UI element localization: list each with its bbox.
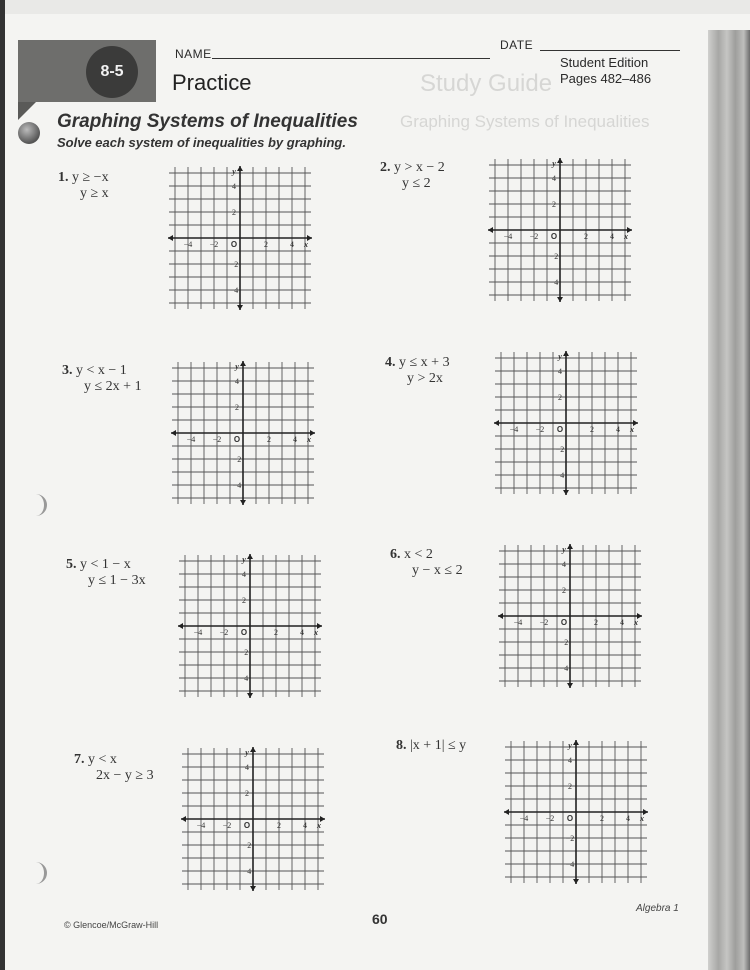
inequality-2: y − x ≤ 2 bbox=[412, 563, 463, 578]
svg-text:4: 4 bbox=[558, 367, 562, 376]
svg-text:4: 4 bbox=[616, 425, 620, 434]
svg-text:x: x bbox=[317, 821, 321, 830]
svg-text:−4: −4 bbox=[183, 240, 193, 249]
lesson-badge: 8-5 bbox=[86, 46, 138, 98]
svg-text:−4: −4 bbox=[229, 286, 239, 295]
inequality-1: y < x − 1 bbox=[76, 363, 127, 378]
svg-text:y: y bbox=[552, 159, 556, 168]
name-label: NAME bbox=[175, 47, 212, 61]
svg-text:x: x bbox=[634, 618, 638, 627]
svg-text:4: 4 bbox=[300, 628, 304, 637]
svg-text:y: y bbox=[568, 741, 572, 750]
svg-text:−2: −2 bbox=[555, 445, 565, 454]
svg-text:−2: −2 bbox=[222, 821, 232, 830]
svg-text:2: 2 bbox=[242, 596, 246, 605]
svg-text:4: 4 bbox=[245, 763, 249, 772]
svg-text:−2: −2 bbox=[219, 628, 229, 637]
svg-text:4: 4 bbox=[293, 435, 297, 444]
problem-3: 3. y < x − 1 y ≤ 2x + 1 bbox=[62, 363, 142, 394]
inequality-1: y ≤ x + 3 bbox=[399, 355, 450, 370]
svg-text:x: x bbox=[624, 232, 628, 241]
svg-text:4: 4 bbox=[303, 821, 307, 830]
svg-text:−2: −2 bbox=[539, 618, 549, 627]
svg-text:2: 2 bbox=[562, 586, 566, 595]
svg-text:4: 4 bbox=[610, 232, 614, 241]
coordinate-grid-3[interactable] bbox=[170, 360, 316, 506]
svg-text:2: 2 bbox=[277, 821, 281, 830]
coordinate-grid-8[interactable] bbox=[503, 739, 649, 885]
svg-text:y: y bbox=[245, 748, 249, 757]
coordinate-grid-6[interactable] bbox=[497, 543, 643, 689]
inequality-2: y ≤ 1 − 3x bbox=[88, 573, 146, 588]
svg-text:4: 4 bbox=[568, 756, 572, 765]
svg-text:y: y bbox=[235, 362, 239, 371]
svg-text:x: x bbox=[640, 814, 644, 823]
svg-text:O: O bbox=[240, 628, 248, 637]
scan-left-edge bbox=[0, 0, 5, 970]
svg-text:x: x bbox=[630, 425, 634, 434]
problem-7: 7. y < x 2x − y ≥ 3 bbox=[74, 752, 154, 783]
svg-text:2: 2 bbox=[232, 208, 236, 217]
date-field[interactable] bbox=[540, 50, 680, 51]
coordinate-grid-7[interactable] bbox=[180, 746, 326, 892]
svg-text:−2: −2 bbox=[232, 455, 242, 464]
svg-text:4: 4 bbox=[626, 814, 630, 823]
svg-text:2: 2 bbox=[274, 628, 278, 637]
inequality-1: y > x − 2 bbox=[394, 160, 445, 175]
svg-text:−2: −2 bbox=[242, 841, 252, 850]
coordinate-grid-1[interactable] bbox=[167, 165, 313, 311]
globe-icon bbox=[18, 122, 40, 144]
svg-text:O: O bbox=[243, 821, 251, 830]
svg-text:−2: −2 bbox=[239, 648, 249, 657]
hole-punch-mark bbox=[34, 862, 47, 884]
svg-text:O: O bbox=[233, 435, 241, 444]
inequality-1: y < x bbox=[88, 752, 117, 767]
problem-6: 6. x < 2 y − x ≤ 2 bbox=[390, 547, 463, 578]
svg-text:−4: −4 bbox=[559, 664, 569, 673]
svg-text:−4: −4 bbox=[549, 278, 559, 287]
problem-1: 1. y ≥ −x y ≥ x bbox=[58, 170, 109, 201]
bleed-through-subtitle: Graphing Systems of Inequalities bbox=[400, 112, 650, 131]
svg-text:−2: −2 bbox=[549, 252, 559, 261]
svg-text:−2: −2 bbox=[212, 435, 222, 444]
svg-text:2: 2 bbox=[264, 240, 268, 249]
svg-text:−4: −4 bbox=[232, 481, 242, 490]
svg-text:x: x bbox=[304, 240, 308, 249]
svg-text:4: 4 bbox=[235, 377, 239, 386]
inequality-2: y > 2x bbox=[407, 371, 443, 386]
svg-text:y: y bbox=[242, 555, 246, 564]
svg-text:−2: −2 bbox=[209, 240, 219, 249]
svg-text:−2: −2 bbox=[529, 232, 539, 241]
name-field[interactable] bbox=[212, 58, 490, 59]
book-title: Algebra 1 bbox=[636, 903, 679, 914]
svg-text:−4: −4 bbox=[509, 425, 519, 434]
page-number: 60 bbox=[372, 911, 388, 927]
svg-text:−4: −4 bbox=[242, 867, 252, 876]
svg-text:O: O bbox=[560, 618, 568, 627]
edition-pages: Pages 482–486 bbox=[560, 71, 652, 86]
coordinate-grid-2[interactable] bbox=[487, 157, 633, 303]
svg-text:2: 2 bbox=[235, 403, 239, 412]
svg-text:2: 2 bbox=[594, 618, 598, 627]
copyright: © Glencoe/McGraw-Hill bbox=[64, 920, 159, 930]
svg-text:x: x bbox=[314, 628, 318, 637]
edition-info bbox=[560, 55, 651, 87]
svg-text:O: O bbox=[550, 232, 558, 241]
svg-text:4: 4 bbox=[242, 570, 246, 579]
svg-text:4: 4 bbox=[232, 182, 236, 191]
coordinate-grid-4[interactable] bbox=[493, 350, 639, 496]
inequality-1: |x + 1| ≤ y bbox=[410, 738, 467, 753]
svg-text:2: 2 bbox=[558, 393, 562, 402]
svg-text:−4: −4 bbox=[519, 814, 529, 823]
svg-text:4: 4 bbox=[620, 618, 624, 627]
svg-text:−2: −2 bbox=[229, 260, 239, 269]
svg-text:y: y bbox=[558, 352, 562, 361]
svg-text:2: 2 bbox=[568, 782, 572, 791]
svg-text:4: 4 bbox=[552, 174, 556, 183]
svg-text:−2: −2 bbox=[535, 425, 545, 434]
date-label: DATE bbox=[500, 38, 534, 52]
hole-punch-mark bbox=[34, 494, 47, 516]
inequality-2: y ≥ x bbox=[80, 186, 109, 201]
svg-text:2: 2 bbox=[267, 435, 271, 444]
instructions: Solve each system of inequalities by graphing. bbox=[57, 135, 346, 150]
svg-text:O: O bbox=[230, 240, 238, 249]
svg-text:y: y bbox=[232, 167, 236, 176]
svg-text:O: O bbox=[566, 814, 574, 823]
svg-text:2: 2 bbox=[584, 232, 588, 241]
inequality-2: y ≤ 2 bbox=[402, 176, 431, 191]
svg-text:4: 4 bbox=[290, 240, 294, 249]
svg-text:−2: −2 bbox=[565, 834, 575, 843]
svg-text:2: 2 bbox=[245, 789, 249, 798]
svg-text:x: x bbox=[307, 435, 311, 444]
problem-4: 4. y ≤ x + 3 y > 2x bbox=[385, 355, 450, 386]
svg-text:−2: −2 bbox=[559, 638, 569, 647]
svg-text:O: O bbox=[556, 425, 564, 434]
banner-tail bbox=[18, 102, 36, 120]
svg-text:4: 4 bbox=[562, 560, 566, 569]
bleed-through-title: Study Guide bbox=[420, 70, 553, 97]
problem-5: 5. y < 1 − x y ≤ 1 − 3x bbox=[66, 557, 146, 588]
svg-text:−4: −4 bbox=[513, 618, 523, 627]
coordinate-grid-5[interactable] bbox=[177, 553, 323, 699]
scan-top-margin bbox=[0, 0, 750, 14]
lesson-title: Graphing Systems of Inequalities bbox=[57, 111, 358, 132]
svg-text:−4: −4 bbox=[193, 628, 203, 637]
inequality-2: y ≤ 2x + 1 bbox=[84, 379, 142, 394]
problem-2: 2. y > x − 2 y ≤ 2 bbox=[380, 160, 445, 191]
svg-text:−4: −4 bbox=[196, 821, 206, 830]
problem-8: 8. |x + 1| ≤ y bbox=[396, 738, 467, 753]
svg-text:−4: −4 bbox=[555, 471, 565, 480]
svg-text:y: y bbox=[562, 545, 566, 554]
svg-text:2: 2 bbox=[552, 200, 556, 209]
svg-text:−2: −2 bbox=[545, 814, 555, 823]
edition-label: Student Edition bbox=[560, 55, 649, 70]
svg-text:−4: −4 bbox=[503, 232, 513, 241]
section-title: Practice bbox=[172, 70, 252, 95]
inequality-1: y < 1 − x bbox=[80, 557, 131, 572]
svg-text:2: 2 bbox=[600, 814, 604, 823]
inequality-2: 2x − y ≥ 3 bbox=[96, 768, 154, 783]
svg-text:−4: −4 bbox=[186, 435, 196, 444]
inequality-1: y ≥ −x bbox=[72, 170, 109, 185]
scan-binding-shadow bbox=[708, 30, 750, 970]
svg-text:2: 2 bbox=[590, 425, 594, 434]
svg-text:−4: −4 bbox=[239, 674, 249, 683]
inequality-1: x < 2 bbox=[404, 547, 433, 562]
svg-text:−4: −4 bbox=[565, 860, 575, 869]
